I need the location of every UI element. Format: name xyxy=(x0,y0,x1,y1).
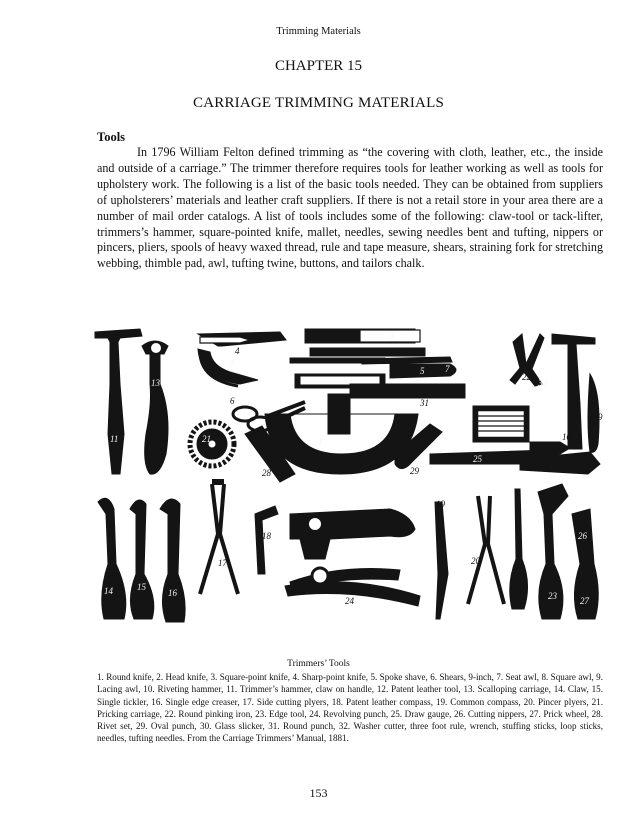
fig-label-2: 2 xyxy=(230,356,235,366)
running-head: Trimming Materials xyxy=(276,26,361,37)
tool-common-compass xyxy=(435,502,448,619)
fig-label-23: 23 xyxy=(548,591,557,601)
fig-label-4: 4 xyxy=(235,346,240,356)
fig-label-14: 14 xyxy=(104,586,113,596)
tool-knife-rows xyxy=(290,329,456,378)
body-paragraph: In 1796 William Felton defined trimming as “the covering with cloth, leather, etc., the inside and outside of a carriage.” The trimmer therefore requires tools for leather working as well as tools for upholstery work. The following is a list of the basic tools needed. They can be obtained from suppliers of upholsterers’ materials and leather craft suppliers. If there is not a retail store in your area there are a number of mail order catalogs. A list of tools includes some of the following: claw-tool or tack-lifter, trimmers’s hammer, square-pointed knife, mallet, needles, sewing needles bent and tufting, nippers or pincers, pliers, spools of heavy waxed thread, rule and tape measure, shears, straining fork for stretching webbing, thimble pad, awl, tufting twine, buttons, and tailors chalk. xyxy=(97,145,603,271)
figure-caption-title: Trimmers’ Tools xyxy=(287,659,350,669)
fig-label-29: 29 xyxy=(410,466,419,476)
fig-label-16: 16 xyxy=(168,588,177,598)
fig-label-17: 17 xyxy=(218,558,227,568)
fig-label-19: 19 xyxy=(436,499,445,509)
fig-label-7: 7 xyxy=(445,364,450,374)
fig-label-18: 18 xyxy=(262,531,271,541)
fig-label-32: 32 xyxy=(538,378,547,388)
fig-label-9: 9 xyxy=(598,412,603,422)
fig-label-28: 28 xyxy=(262,468,271,478)
tool-seat-awl xyxy=(510,489,528,609)
tool-scalloping-carriage xyxy=(142,341,168,474)
fig-label-11: 11 xyxy=(110,434,119,444)
page-number: 153 xyxy=(309,786,328,800)
chapter-title: CARRIAGE TRIMMING MATERIALS xyxy=(193,95,444,111)
fig-label-10: 10 xyxy=(562,432,571,442)
fig-label-21: 21 xyxy=(202,434,211,444)
tool-single-tickler xyxy=(130,500,154,619)
tool-pincer-pliers xyxy=(468,496,504,604)
figure-caption-text: 1. Round knife, 2. Head knife, 3. Square-point knife, 4. Sharp-point knife, 5. Spoke shave, 6. Shears, 9-inch, 7. Seat awl, 8. Square awl, 9. Lacing awl, 10. Riveting hammer, 11. Trimmer’s hammer, claw on handle, 12. Patent leather tool, 13. Scalloping carriage, 14. Claw, 15. Single tickler, 16. Single edge creaser, 17. Side cutting plyers, 18. Patent leather compass, 19. Common compass, 20. Pincer plyers, 21. Pricking carriage, 22. Round pinking iron, 23. Edge tool, 24. Revolving punch, 25. Draw gauge, 26. Cutting nippers, 27. Prick wheel, 28. Rivet set, 29. Oval punch, 30. Glass slicker, 31. Round punch, 32. Washer cutter, three foot rule, wrench, stuffing sticks, loop sticks, needles, tufting needles. From the Carriage Trimmers’ Manual, 1881. xyxy=(97,672,603,744)
fig-label-27: 27 xyxy=(580,596,589,606)
fig-label-24: 24 xyxy=(345,596,354,606)
tool-patent-leather-tool xyxy=(473,406,529,442)
chapter-number: CHAPTER 15 xyxy=(274,58,363,74)
tool-round-punch xyxy=(295,374,465,398)
fig-label-15: 15 xyxy=(137,582,146,592)
tool-sharp-point-knife xyxy=(200,337,250,343)
fig-label-13: 13 xyxy=(151,378,160,388)
fig-label-25: 25 xyxy=(473,454,482,464)
tool-trimmers-hammer xyxy=(95,329,142,474)
tool-claw xyxy=(98,498,126,619)
fig-label-22: 22 xyxy=(522,372,531,382)
fig-label-26: 26 xyxy=(578,531,587,541)
fig-label-6: 6 xyxy=(230,396,235,406)
fig-label-31: 31 xyxy=(420,398,429,408)
fig-label-1: 1 xyxy=(318,437,323,447)
fig-label-3: 3 xyxy=(390,331,395,341)
tool-edge-creaser xyxy=(160,499,185,622)
tool-edge-tool xyxy=(290,509,415,559)
tools-illustration xyxy=(90,324,605,629)
tool-side-cutting-pliers xyxy=(200,482,238,594)
fig-label-20: 20 xyxy=(471,556,480,566)
section-heading: Tools xyxy=(97,130,126,144)
fig-label-5: 5 xyxy=(420,366,425,376)
tool-prick-wheel xyxy=(190,422,234,466)
